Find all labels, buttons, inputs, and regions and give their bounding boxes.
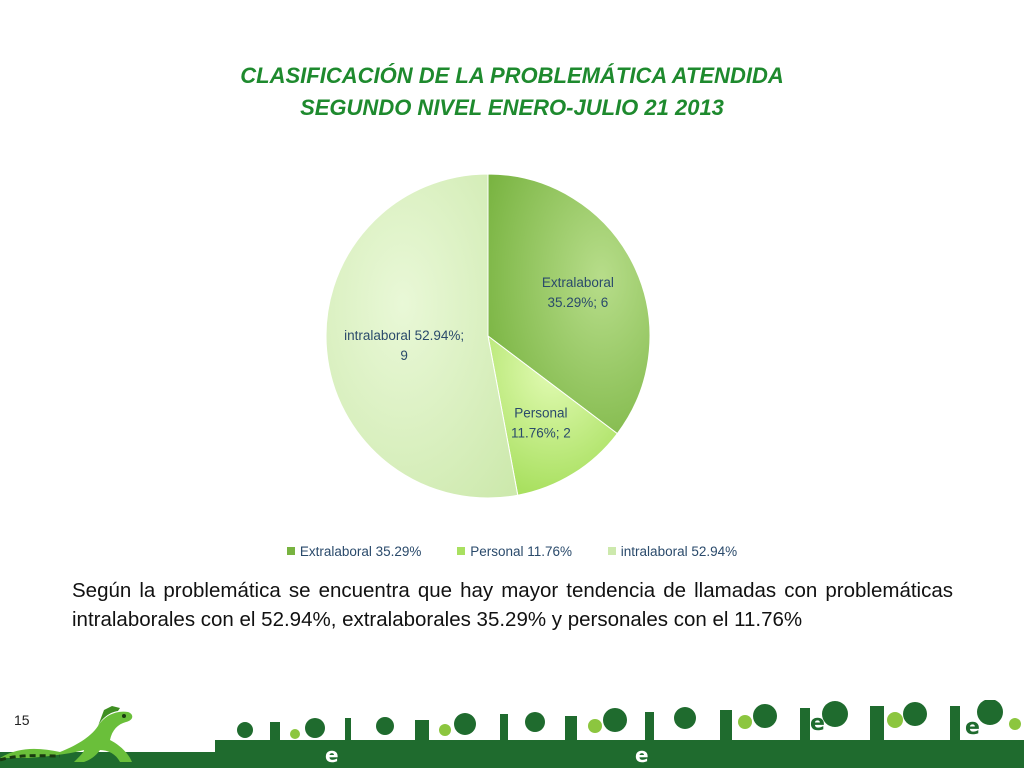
legend-label: Extralaboral 35.29% <box>299 544 422 559</box>
legend-item-personal <box>457 544 572 559</box>
svg-text:e: e <box>325 743 339 767</box>
legend-label: intralaboral 52.94% <box>620 544 738 559</box>
svg-text:e: e <box>965 715 980 740</box>
svg-text:e: e <box>635 743 649 767</box>
slice-label-extralaboral: Extralaboral 35.29%; 6 <box>541 275 614 311</box>
page-number: 15 <box>14 712 30 728</box>
slice-label-personal: Personal 11.76%; 2 <box>510 405 571 441</box>
summary-paragraph: Según la problemática se encuentra que hay mayor tendencia de llamadas con problemáticas intralaborales con el 52.94%, extralaborales 35.29% y personales con el 11.76% <box>72 579 953 631</box>
legend-item-extralaboral <box>287 544 422 559</box>
legend-swatch <box>608 547 616 555</box>
iguana-logo-icon <box>0 696 150 768</box>
legend-item-intralaboral <box>608 544 737 559</box>
pie-chart <box>300 150 680 530</box>
legend-label: Personal 11.76% <box>470 544 573 559</box>
legend-swatch <box>457 547 465 555</box>
chart-legend <box>0 544 1024 559</box>
title-line-1: CLASIFICACIÓN DE LA PROBLEMÁTICA ATENDIDA <box>240 63 784 88</box>
footer-band <box>0 738 1024 768</box>
svg-text:e: e <box>810 711 825 736</box>
legend-swatch <box>287 547 295 555</box>
slice-label-intralaboral: intralaboral 52.94%; 9 <box>344 327 465 363</box>
title-line-2: SEGUNDO NIVEL ENERO-JULIO 21 2013 <box>300 95 724 120</box>
slide-title <box>0 60 1024 124</box>
